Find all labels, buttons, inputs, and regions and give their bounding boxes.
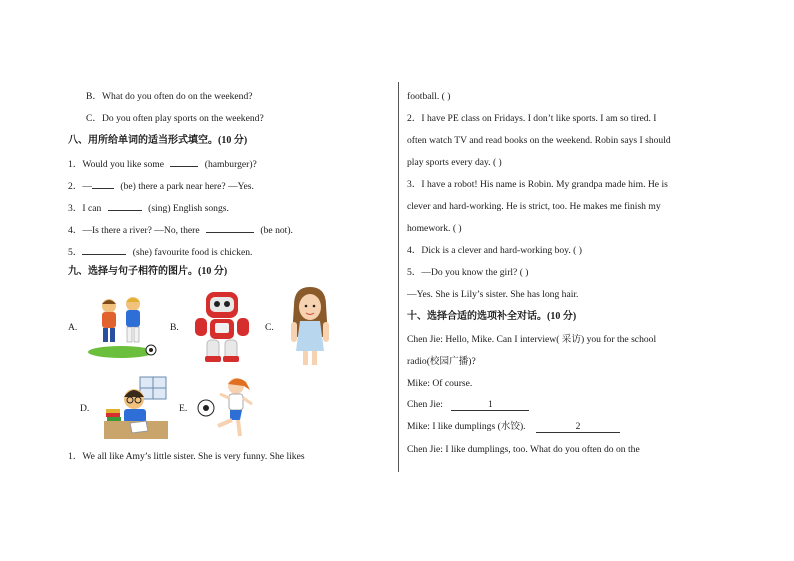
dialog-blank-1[interactable]: 1 (451, 399, 529, 411)
pic-label-d: D. (80, 403, 90, 414)
girl-long-hair-picture[interactable] (288, 287, 332, 367)
q8-item-5 (68, 245, 252, 259)
q9-1-continued: football. ( ) (407, 91, 451, 102)
pic-label-e: E. (179, 403, 188, 414)
option-b: B．What do you often do on the weekend? (86, 91, 253, 102)
dialog-line-3: Mike: Of course. (407, 378, 473, 389)
q9-item-2-line1: 2．I have PE class on Fridays. I don’t like sports. I am so tired. I (407, 113, 657, 124)
q9-item-5-line1: 5．—Do you know the girl? ( ) (407, 267, 529, 278)
q8-2-text: 2．— (68, 181, 92, 192)
q8-5-hint: (she) favourite food is chicken. (132, 247, 253, 258)
dialog-line-4 (407, 399, 529, 411)
dialog-line-2: radio(校园广播)? (407, 356, 476, 367)
section-8-title: 八、用所给单词的适当形式填空。(10 分) (68, 135, 248, 146)
dialog-line-1: Chen Jie: Hello, Mike. Can I interview( 采访) you for the school (407, 334, 657, 345)
q8-3-hint: (sing) English songs. (148, 203, 229, 214)
section-10-title: 十、选择合适的选项补全对话。(10 分) (407, 311, 577, 322)
answer-blank[interactable] (92, 179, 114, 189)
boy-reading-picture[interactable] (100, 375, 170, 441)
answer-blank[interactable] (206, 223, 254, 233)
dialog-line-5 (407, 421, 620, 433)
q9-item-5-line2: —Yes. She is Lily’s sister. She has long hair. (407, 289, 579, 300)
q8-4-hint: (be not). (260, 225, 293, 236)
robot-picture[interactable] (190, 288, 254, 364)
answer-blank[interactable] (82, 245, 126, 255)
q8-1-text: 1．Would you like some (68, 159, 164, 170)
q8-2-hint: (be) there a park near here? —Yes. (120, 181, 254, 192)
column-divider (398, 82, 399, 472)
girl-kicking-ball-picture[interactable] (194, 374, 258, 442)
answer-blank[interactable] (170, 157, 198, 167)
q8-item-4 (68, 223, 293, 237)
pic-label-a: A. (68, 322, 78, 333)
q8-3-text: 3．I can (68, 203, 102, 214)
boys-football-picture[interactable] (85, 292, 160, 360)
q9-item-2-line2: often watch TV and read books on the weekend. Robin says I should (407, 135, 671, 146)
q8-1-hint: (hamburger)? (204, 159, 257, 170)
q9-item-4: 4．Dick is a clever and hard-working boy. ( ) (407, 245, 582, 256)
option-c: C．Do you often play sports on the weekend? (86, 113, 264, 124)
dialog-speaker: Chen Jie: (407, 399, 443, 410)
q9-item-3-line1: 3．I have a robot! His name is Robin. My grandpa made him. He is (407, 179, 668, 190)
answer-blank[interactable] (108, 201, 142, 211)
q8-5-text: 5． (68, 247, 83, 258)
q8-item-1 (68, 157, 257, 171)
q8-item-3 (68, 201, 229, 215)
pic-label-c: C. (265, 322, 274, 333)
dialog-blank-2[interactable]: 2 (536, 421, 620, 433)
q9-item-3-line2: clever and hard-working. He is strict, too. He makes me finish my (407, 201, 661, 212)
dialog-line-6: Chen Jie: I like dumplings, too. What do you often do on the (407, 444, 640, 455)
section-9-title: 九、选择与句子相符的图片。(10 分) (68, 266, 228, 277)
dialog-speaker-text: Mike: I like dumplings (水饺). (407, 421, 526, 432)
q9-item-1: 1．We all like Amy’s little sister. She is very funny. She likes (68, 451, 305, 462)
q9-item-2-line3: play sports every day. ( ) (407, 157, 502, 168)
q9-item-3-line3: homework. ( ) (407, 223, 462, 234)
q8-4-text: 4．—Is there a river? —No, there (68, 225, 200, 236)
pic-label-b: B. (170, 322, 179, 333)
q8-item-2 (68, 179, 254, 193)
